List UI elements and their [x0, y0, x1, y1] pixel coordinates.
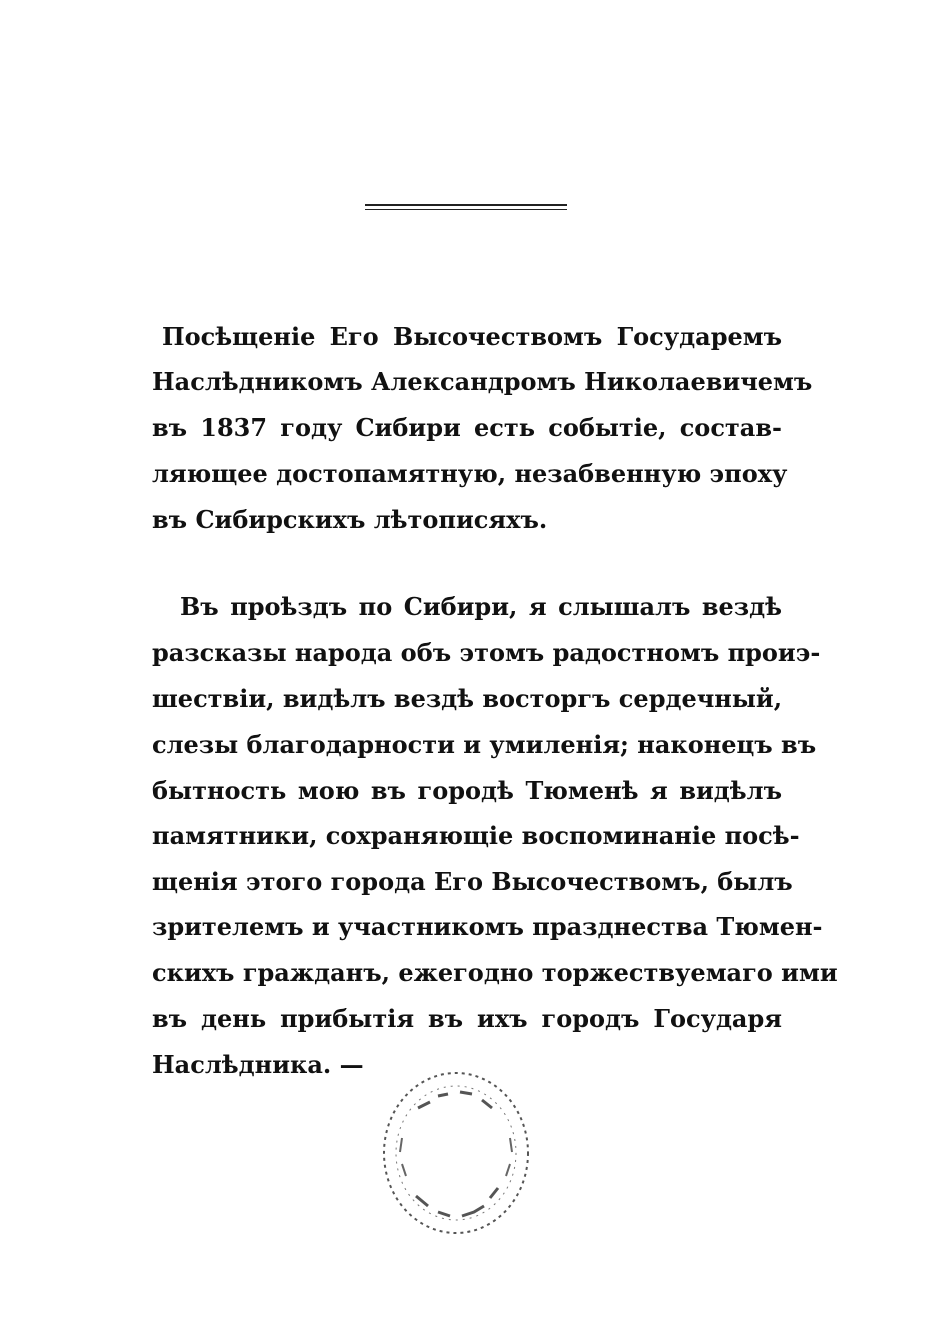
decorative-double-rule	[365, 204, 567, 210]
text-line: слезы благодарности и умиленія; наконецъ въ	[152, 730, 817, 759]
text-line: въ 1837 году Сибири есть событіе, состав-	[152, 413, 782, 442]
text-line: бытность мою въ городѣ Тюменѣ я видѣлъ	[152, 776, 782, 805]
text-line: Посѣщеніе Его Высочествомъ Государемъ	[162, 322, 782, 351]
text-line: Наслѣдникомъ Александромъ Николаевичемъ	[152, 367, 813, 396]
text-line: ляющее достопамятную, незабвенную эпоху	[152, 459, 788, 488]
text-line: Наслѣдника. —	[152, 1050, 364, 1079]
library-stamp-icon	[378, 1068, 534, 1238]
text-line: въ день прибытія въ ихъ городъ Государя	[152, 1004, 782, 1033]
text-line: зрителемъ и участникомъ празднества Тюмен-	[152, 912, 823, 941]
text-line: щенія этого города Его Высочествомъ, былъ	[152, 867, 793, 896]
text-line: скихъ гражданъ, ежегодно торжествуемаго ими	[152, 958, 838, 987]
text-line: памятники, сохраняющіе воспоминаніе посѣ-	[152, 821, 800, 850]
text-line: разсказы народа объ этомъ радостномъ проиэ-	[152, 638, 821, 667]
text-line: Въ проѣздъ по Сибири, я слышалъ вездѣ	[180, 592, 782, 621]
text-line: шествіи, видѣлъ вездѣ восторгъ сердечный,	[152, 684, 783, 713]
text-line: въ Сибирскихъ лѣтописяхъ.	[152, 505, 548, 534]
